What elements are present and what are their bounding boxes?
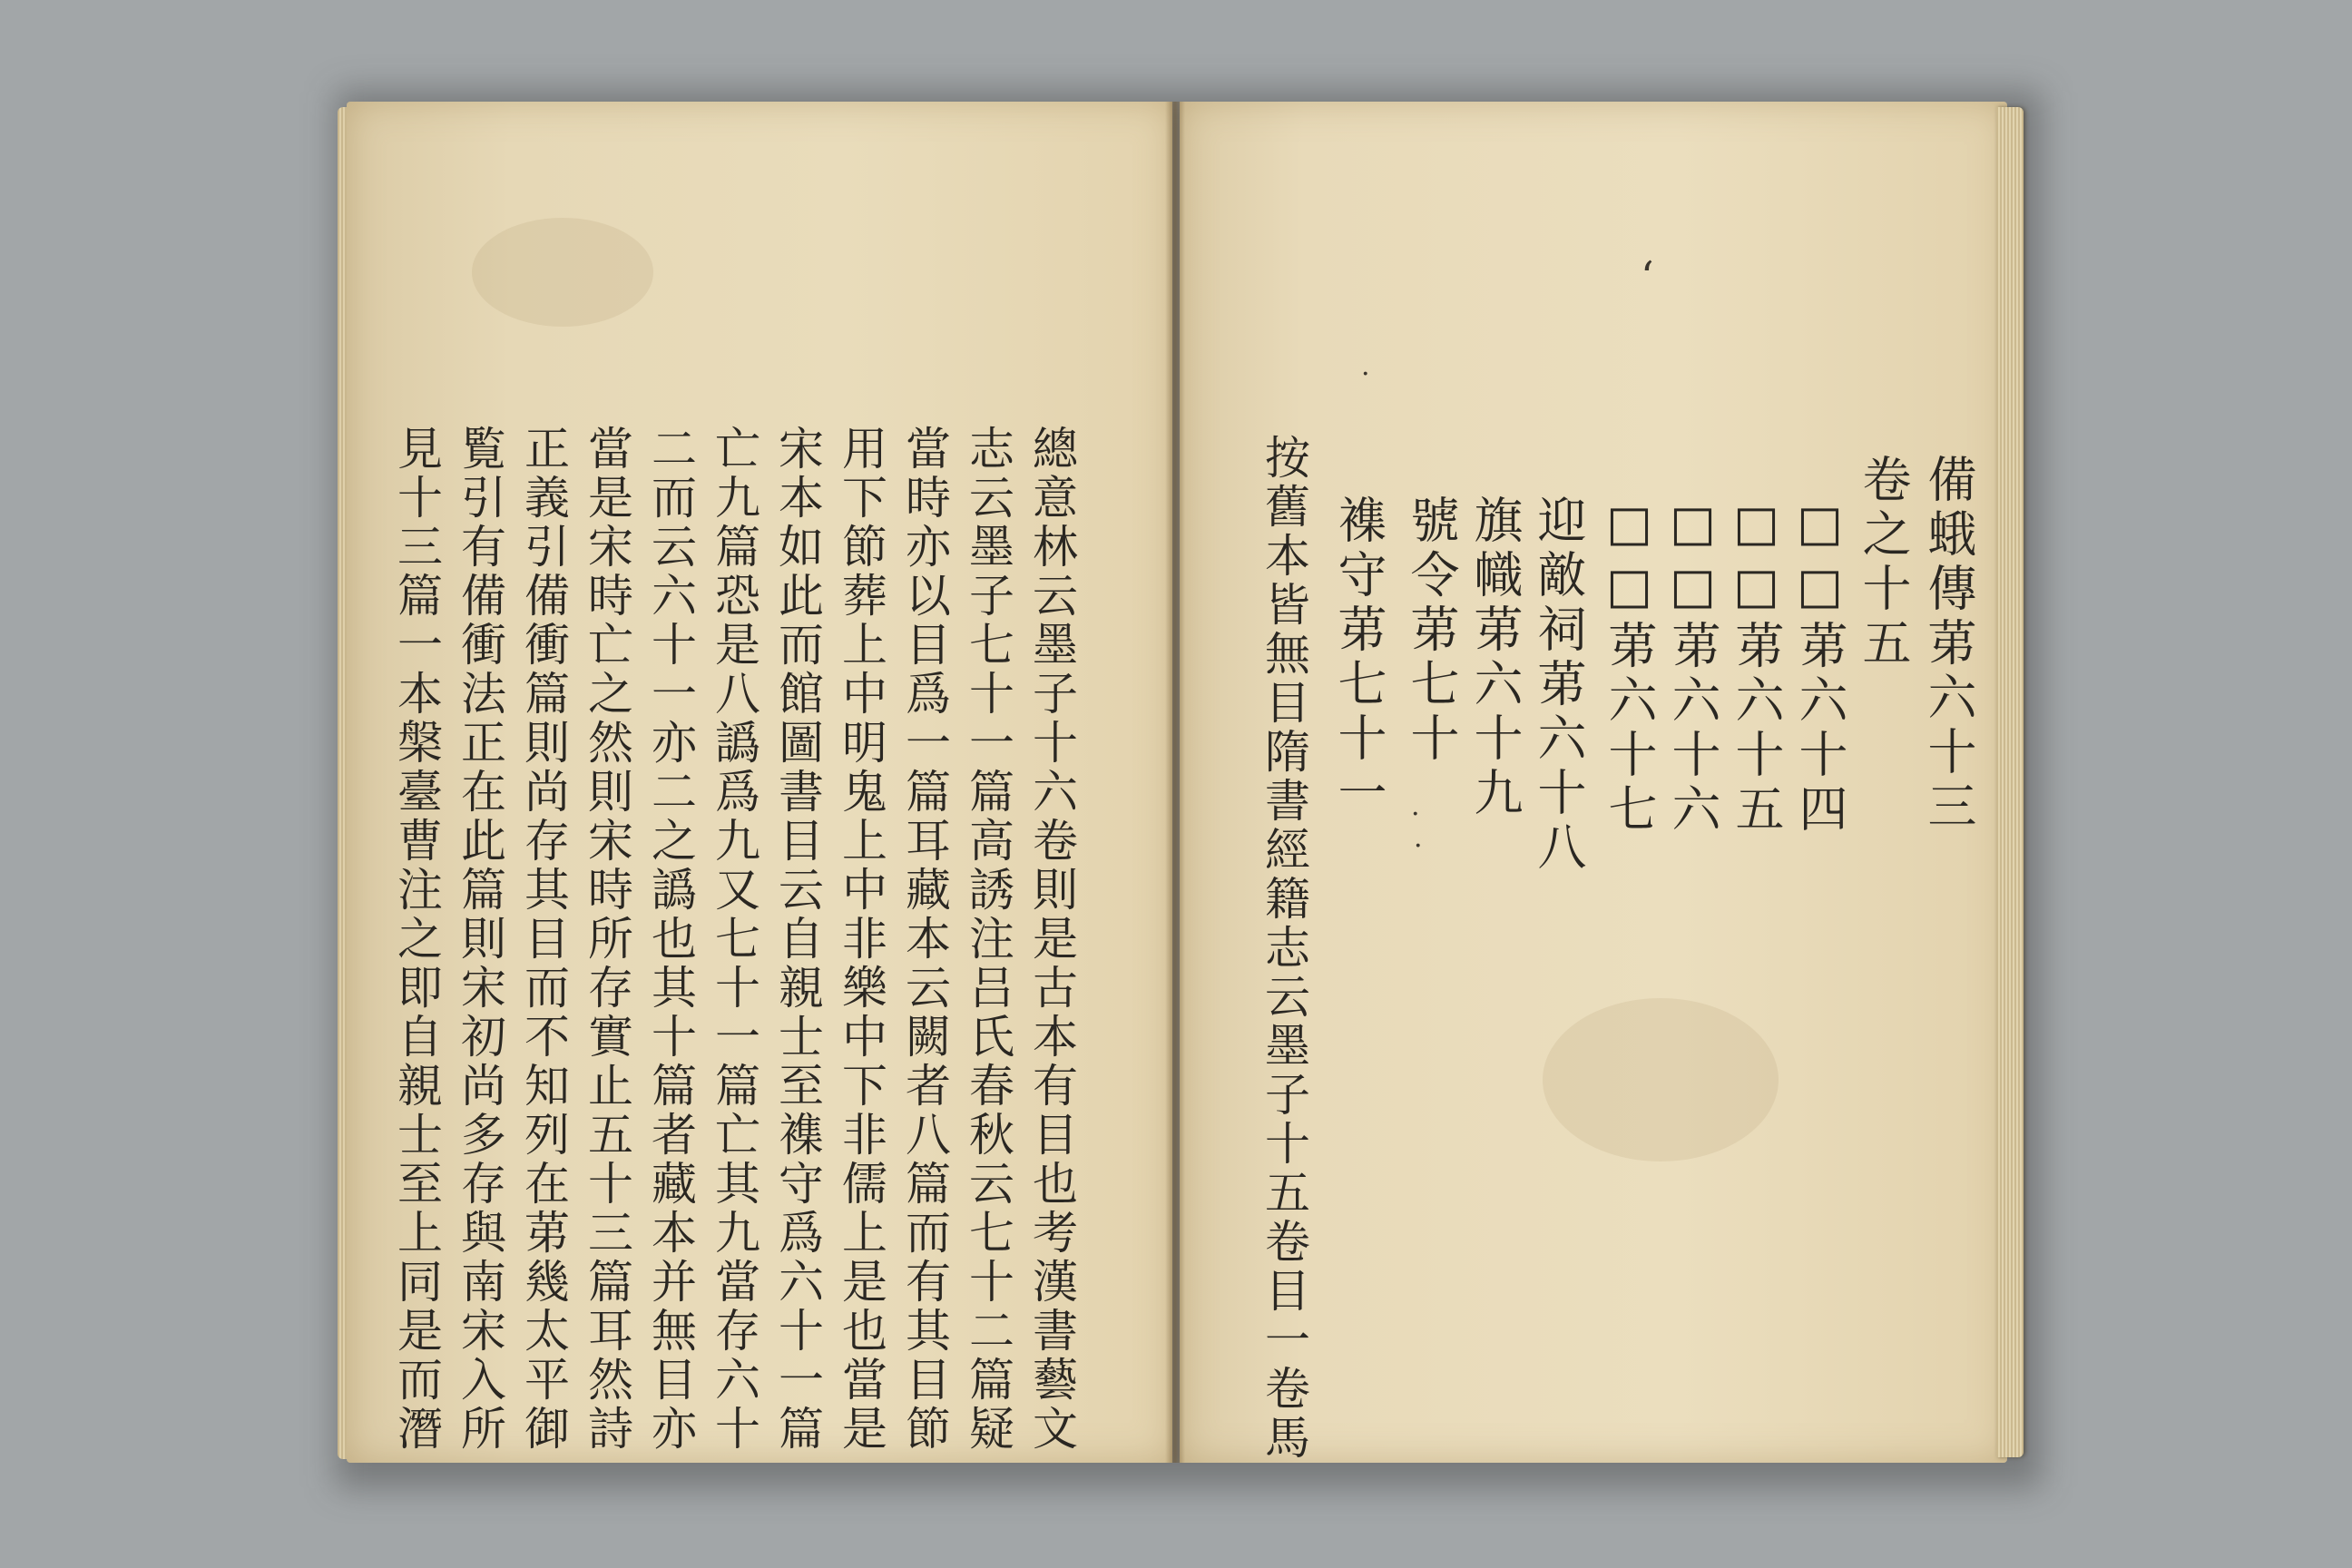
left-col-4: 用下節葬上中明鬼上中非樂中下非儒上是也當是 (835, 425, 887, 1454)
right-col-7: 迎敵祠苐六十八 (1530, 495, 1587, 876)
left-col-9: 正義引備衝篇則尚存其目而不知列在苐幾太平御 (517, 425, 570, 1454)
paper-stain (472, 218, 653, 327)
right-col-9: 號令苐七十 (1403, 495, 1460, 767)
right-col-10: 襍守苐七十一 (1330, 495, 1387, 821)
left-col-10: 覧引有備衝法正在此篇則宋初尚多存與南宋入所 (454, 425, 506, 1454)
ink-mark: · (1414, 830, 1423, 862)
ink-mark: · (1411, 799, 1420, 830)
paper-stain (1543, 998, 1779, 1161)
right-col-8: 旗幟苐六十九 (1466, 495, 1524, 821)
right-page-edges (1996, 107, 2024, 1457)
right-col-11: 按舊本皆無目隋書經籍志云墨子十五卷目一卷馬 (1258, 434, 1310, 1463)
right-col-1: 備蛾傳苐六十三 (1920, 454, 1977, 835)
right-col-4: □□苐六十五 (1728, 495, 1785, 838)
right-col-5: □□苐六十六 (1664, 495, 1721, 838)
left-col-6: 亡九篇恐是八譌爲九又七十一篇亡其九當存六十 (708, 425, 760, 1454)
right-col-3: □□苐六十四 (1791, 495, 1848, 838)
ink-mark: ‘ (1641, 252, 1654, 301)
left-col-8: 當是宋時亡之然則宋時所存實止五十三篇耳然詩 (581, 425, 633, 1454)
ink-mark: · (1361, 358, 1370, 390)
left-col-11: 見十三篇一本槃臺曹注之即自親士至上同是而潛 (390, 425, 443, 1454)
left-col-1: 總意林云墨子十六卷則是古本有目也考漢書藝文 (1025, 425, 1078, 1454)
right-col-6: □□苐六十七 (1601, 495, 1658, 838)
left-col-2: 志云墨子七十一篇高誘注吕氏春秋云七十二篇疑 (962, 425, 1014, 1454)
left-col-5: 宋本如此而館圖書目云自親士至襍守爲六十一篇 (771, 425, 824, 1454)
left-col-3: 當時亦以目爲一篇耳藏本云闕者八篇而有其目節 (898, 425, 951, 1454)
right-col-2: 卷之十五 (1855, 454, 1912, 671)
book-gutter (1165, 102, 1185, 1463)
left-col-7: 二而云六十一亦二之譌也其十篇者藏本并無目亦 (644, 425, 697, 1454)
